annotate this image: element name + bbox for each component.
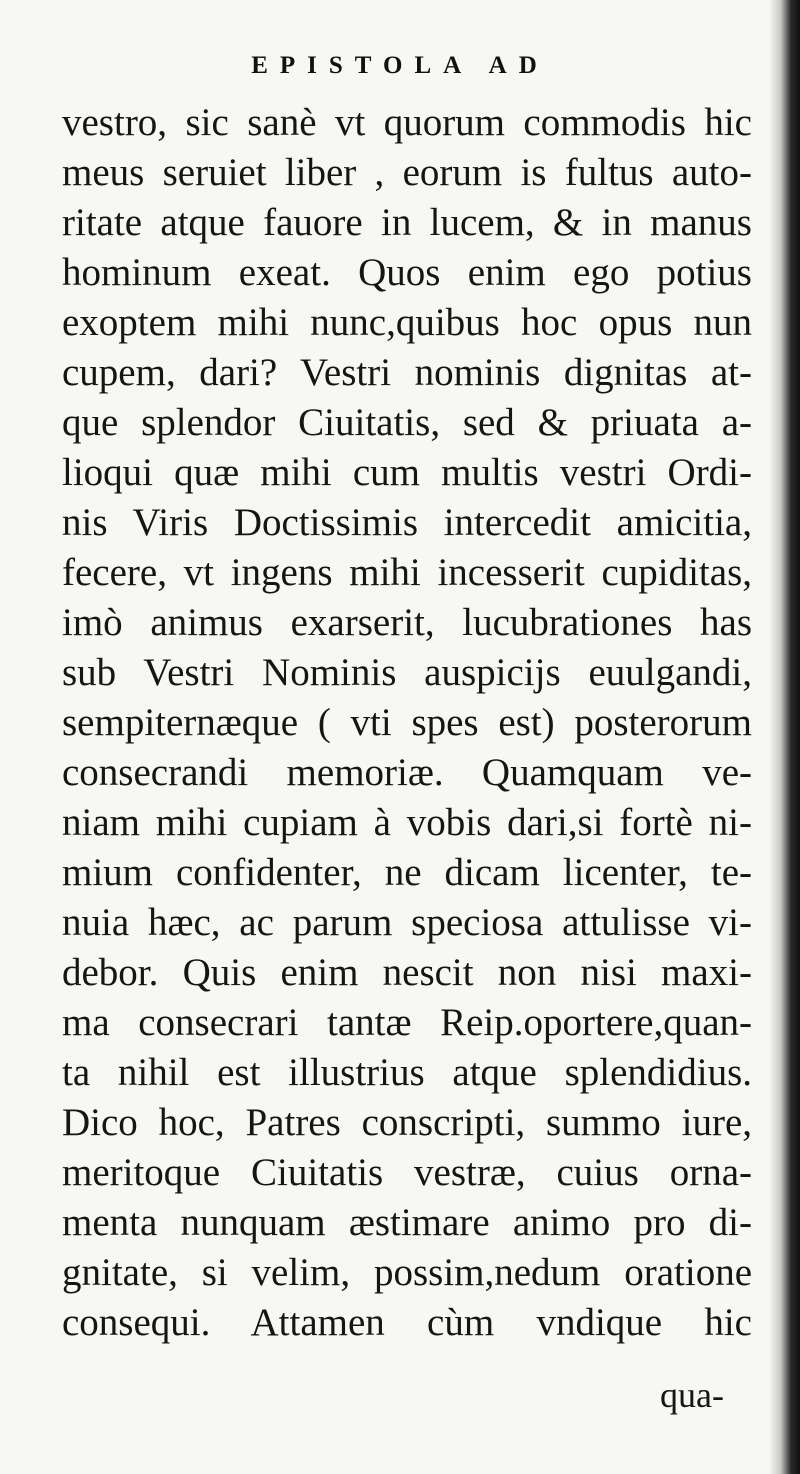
- text-line: sub Vestri Nominis auspicijs euulgandi,: [62, 651, 752, 694]
- text-line: sempiternæque ( vti spes est) posterorum: [62, 701, 752, 744]
- text-line: ma consecrari tantæ Reip.oportere,quan-: [62, 1001, 752, 1044]
- text-line: ritate atque fauore in lucem, & in manus: [62, 201, 752, 244]
- catchword: qua-: [660, 1375, 724, 1415]
- text-line: hominum exeat. Quos enim ego potius: [62, 251, 752, 294]
- text-line: nis Viris Doctissimis intercedit amicitia,: [62, 501, 752, 544]
- text-line: nuia hæc, ac parum speciosa attulisse vi-: [62, 901, 752, 944]
- text-line: Dico hoc, Patres conscripti, summo iure,: [62, 1101, 752, 1144]
- running-head: EPISTOLA AD: [251, 52, 549, 79]
- text-line: imò animus exarserit, lucubrationes has: [62, 601, 752, 644]
- text-line: lioqui quæ mihi cum multis vestri Ordi-: [62, 451, 752, 494]
- text-line: debor. Quis enim nescit non nisi maxi-: [62, 951, 752, 994]
- text-line: menta nunquam æstimare animo pro di-: [62, 1201, 752, 1244]
- text-line: niam mihi cupiam à vobis dari,si fortè ni-: [62, 801, 752, 844]
- text-line: consecrandi memoriæ. Quamquam ve-: [62, 751, 752, 794]
- text-line: exoptem mihi nunc,quibus hoc opus nun: [62, 301, 752, 344]
- text-line: mium confidenter, ne dicam licenter, te-: [62, 851, 752, 894]
- text-line: fecere, vt ingens mihi incesserit cupiditas,: [62, 551, 752, 594]
- text-line: meritoque Ciuitatis vestræ, cuius orna-: [62, 1151, 752, 1194]
- text-line: vestro, sic sanè vt quorum commodis hic: [62, 101, 752, 144]
- text-line: que splendor Ciuitatis, sed & priuata a-: [62, 401, 752, 444]
- text-line: cupem, dari? Vestri nominis dignitas at-: [62, 351, 752, 394]
- text-line: consequi. Attamen cùm vndique hic: [62, 1301, 752, 1344]
- page-gutter-shadow: [770, 0, 800, 1474]
- text-line: meus seruiet liber , eorum is fultus auto-: [62, 151, 752, 194]
- text-line: ta nihil est illustrius atque splendidius.: [62, 1051, 752, 1094]
- text-line: gnitate, si velim, possim,nedum oratione: [62, 1251, 752, 1294]
- body-text: [62, 98, 752, 1348]
